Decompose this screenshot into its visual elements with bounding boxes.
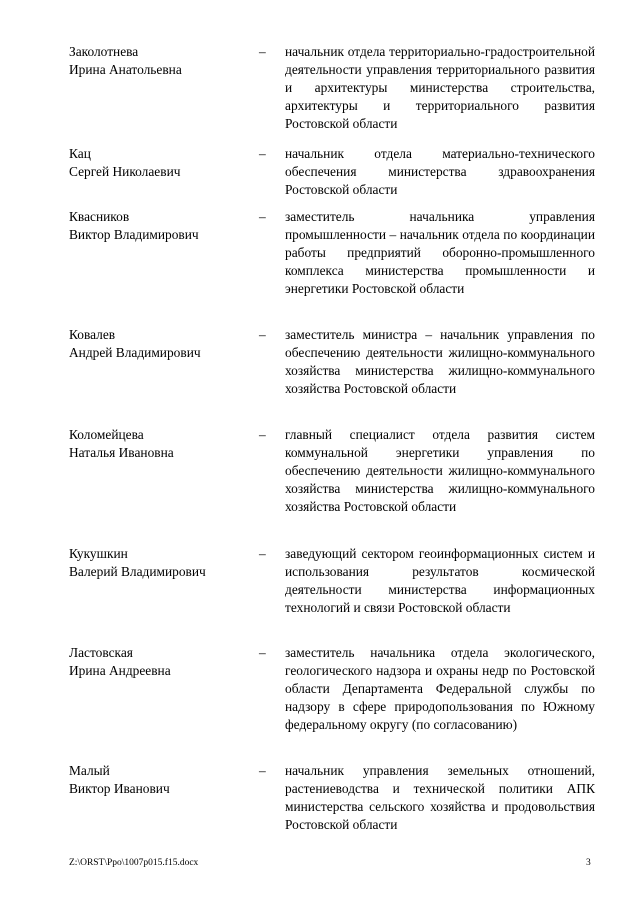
member-position: заместитель начальника отдела экологического, геологического надзора и охраны недр по Ростовской области Департамента Федеральной службы по надзору в сфере природопользования по Южному федеральному округу (по согласованию) — [285, 645, 595, 732]
member-position: заместитель министра – начальник управления по обеспечению деятельности жилищно-коммунального хозяйства министерства жилищно-коммунального хозяйства Ростовской области — [285, 327, 595, 396]
member-name — [69, 326, 254, 362]
member-given-names: Андрей Владимирович — [69, 345, 201, 360]
separator-dash: – — [259, 427, 266, 442]
member-given-names: Ирина Анатольевна — [69, 62, 182, 77]
member-name — [69, 762, 254, 798]
member-given-names: Сергей Николаевич — [69, 164, 181, 179]
member-name — [69, 644, 254, 680]
member-position: начальник отдела территориально-градостроительной деятельности управления территориального развития и архитектуры министерства строительства, архитектуры и территориального развития Ростовской области — [285, 44, 595, 131]
member-name — [69, 426, 254, 462]
member-surname: Кац — [69, 146, 91, 161]
separator-dash: – — [259, 44, 266, 59]
member-position: начальник управления земельных отношений, растениеводства и технической политики АПК министерства сельского хозяйства и продовольствия Ростовской области — [285, 763, 595, 832]
member-name — [69, 145, 254, 181]
member-given-names: Виктор Владимирович — [69, 227, 199, 242]
separator-dash: – — [259, 146, 266, 161]
member-surname: Ластовская — [69, 645, 133, 660]
separator-dash: – — [259, 327, 266, 342]
member-surname: Заколотнева — [69, 44, 139, 59]
footer-page-number: 3 — [586, 858, 591, 868]
separator-dash: – — [259, 645, 266, 660]
member-given-names: Виктор Иванович — [69, 781, 170, 796]
member-surname: Квасников — [69, 209, 130, 224]
member-name — [69, 545, 254, 581]
member-surname: Малый — [69, 763, 110, 778]
member-given-names: Ирина Андреевна — [69, 663, 171, 678]
member-position: заведующий сектором геоинформационных систем и использования результатов космической деятельности министерства информационных технологий и связи Ростовской области — [285, 546, 595, 615]
separator-dash: – — [259, 763, 266, 778]
member-given-names: Валерий Владимирович — [69, 564, 206, 579]
member-surname: Коломейцева — [69, 427, 144, 442]
member-surname: Кукушкин — [69, 546, 128, 561]
member-position: заместитель начальника управления промышленности – начальник отдела по координации работы предприятий оборонно-промышленного комплекса министерства промышленности и энергетики Ростовской области — [285, 209, 595, 296]
member-name — [69, 208, 254, 244]
member-position: начальник отдела материально-технического обеспечения министерства здравоохранения Ростовской области — [285, 146, 595, 197]
footer-file-path: Z:\ORST\Ppo\1007p015.f15.docx — [69, 858, 199, 868]
member-position: главный специалист отдела развития систем коммунальной энергетики управления по обеспечению деятельности жилищно-коммунального хозяйства министерства жилищно-коммунального хозяйства Ростовской области — [285, 427, 595, 514]
member-surname: Ковалев — [69, 327, 116, 342]
member-given-names: Наталья Ивановна — [69, 445, 174, 460]
member-name — [69, 43, 254, 79]
separator-dash: – — [259, 209, 266, 224]
separator-dash: – — [259, 546, 266, 561]
